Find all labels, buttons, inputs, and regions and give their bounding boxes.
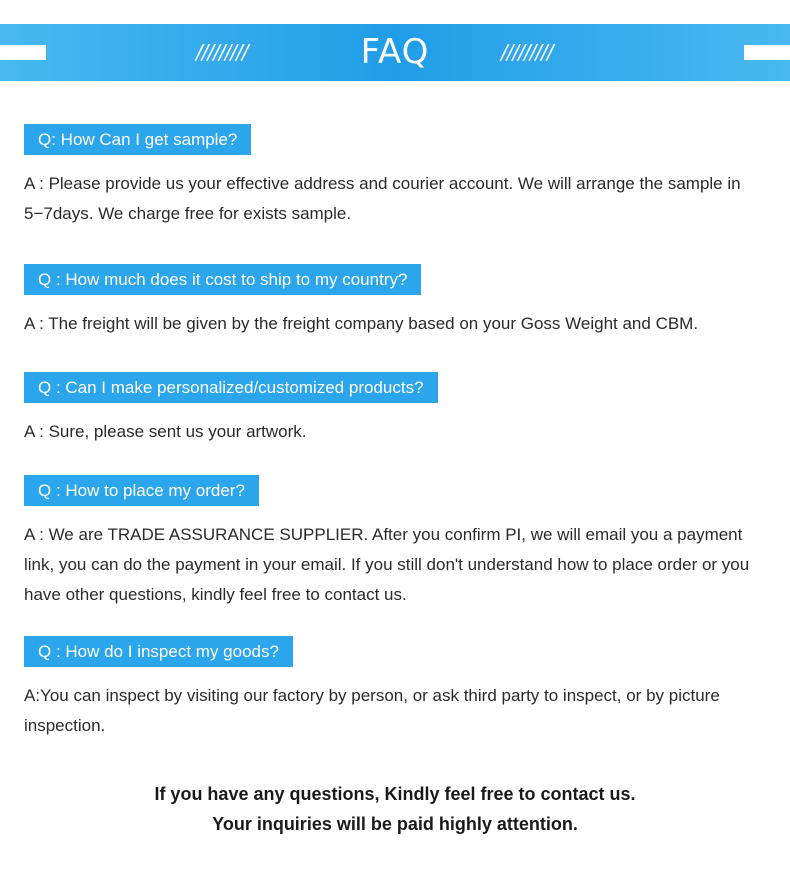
faq-question-5: Q : How do I inspect my goods? (24, 636, 293, 667)
faq-banner (0, 24, 790, 81)
faq-answer-3: A : Sure, please sent us your artwork. (24, 422, 307, 441)
faq-question-4: Q : How to place my order? (24, 475, 259, 506)
faq-answer-1: A : Please provide us your effective address and courier account. We will arrange the sample in 5−7days. We charge free for exists sample. (24, 174, 741, 223)
faq-question-3: Q : Can I make personalized/customized products? (24, 372, 438, 403)
faq-answer-4: A : We are TRADE ASSURANCE SUPPLIER. After you confirm PI, we will email you a payment link, you can do the payment in your email. If you still don't understand how to place order or you have other questions, kindly feel free to contact us. (24, 525, 750, 604)
faq-answer-2: A : The freight will be given by the freight company based on your Goss Weight and CBM. (24, 314, 699, 333)
faq-question-1: Q: How Can I get sample? (24, 124, 251, 155)
banner-right-bar (744, 45, 790, 60)
banner-left-slashes: ///////// (196, 40, 248, 64)
faq-question-2: Q : How much does it cost to ship to my country? (24, 264, 421, 295)
faq-answer-5: A:You can inspect by visiting our factory by person, or ask third party to inspect, or by picture inspection. (24, 686, 720, 735)
page-title: FAQ (360, 32, 430, 72)
banner-right-slashes: ///////// (501, 40, 553, 64)
footer-attention-line: Your inquiries will be paid highly attention. (212, 814, 578, 834)
footer-contact-line: If you have any questions, Kindly feel free to contact us. (154, 784, 636, 804)
